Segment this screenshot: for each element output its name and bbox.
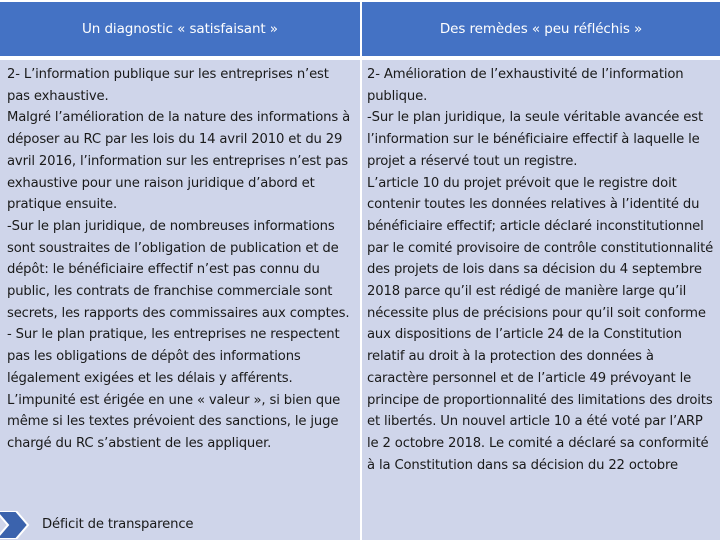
- right-paragraph: -Sur le plan juridique, la seule véritable avancée est l’information sur le bénéficiaire effectif à laquelle le projet a réservé tout un registre.: [367, 110, 703, 169]
- left-paragraph: 2- L’information publique sur les entreprises n’est pas exhaustive.: [7, 67, 329, 104]
- right-column-title: Des remèdes « peu réfléchis »: [439, 21, 643, 37]
- transparency-badge[interactable]: [0, 509, 360, 540]
- left-paragraph: -Sur le plan juridique, de nombreuses informations sont soustraites de l’obligation de publication et de dépôt: le bénéficiaire effectif n’est pas connu du public, les contrats de franchise commerciale sont secrets, les rapports des commissaires aux comptes.: [7, 218, 350, 321]
- right-column-body: [362, 60, 720, 540]
- column-divider: [360, 0, 362, 540]
- right-column-header: [362, 2, 720, 59]
- left-column-header: [0, 2, 360, 59]
- chevron-right-icon: [0, 511, 30, 539]
- left-paragraph: Malgré l’amélioration de la nature des informations à déposer au RC par les lois du 14 avril 2010 et du 29 avril 2016, l’information sur les entreprises n’est pas exhaustive pour une raison juridique d’abord et pratique ensuite.: [7, 110, 351, 213]
- badge-label: Déficit de transparence: [42, 517, 194, 532]
- left-column-title: Un diagnostic « satisfaisant »: [82, 21, 278, 37]
- right-paragraph: L’article 10 du projet prévoit que le registre doit contenir toutes les données relatives à l’identité du bénéficiaire effectif; article déclaré inconstitutionnel par le comité provisoire de contrôle constitutionnalité des projets de lois dans sa décision du 4 septembre 2018 parce qu’il est rédigé de manière large qu’il nécessite plus de précisions pour qu’il soit conforme aux dispositions de l’article 24 de la Constitution relatif au droit à la protection des données à caractère personnel et de l’article 49 prévoyant le principe de proportionnalité des limitations des droits et libertés. Un nouvel article 10 a été voté par l’ARP le 2 octobre 2018. Le comité a déclaré sa conformité à la Constitution dans sa décision du 22 octobre: [367, 175, 714, 473]
- right-paragraph: 2- Amélioration de l’exhaustivité de l’information publique.: [367, 67, 684, 104]
- left-column-body: [0, 60, 360, 540]
- left-paragraph: - Sur le plan pratique, les entreprises ne respectent pas les obligations de dépôt des informations légalement exigées et les délais y afférents. L’impunité est érigée en une « valeur », si bien que même si les textes prévoient des sanctions, le juge chargé du RC s’abstient de les appliquer.: [7, 327, 341, 451]
